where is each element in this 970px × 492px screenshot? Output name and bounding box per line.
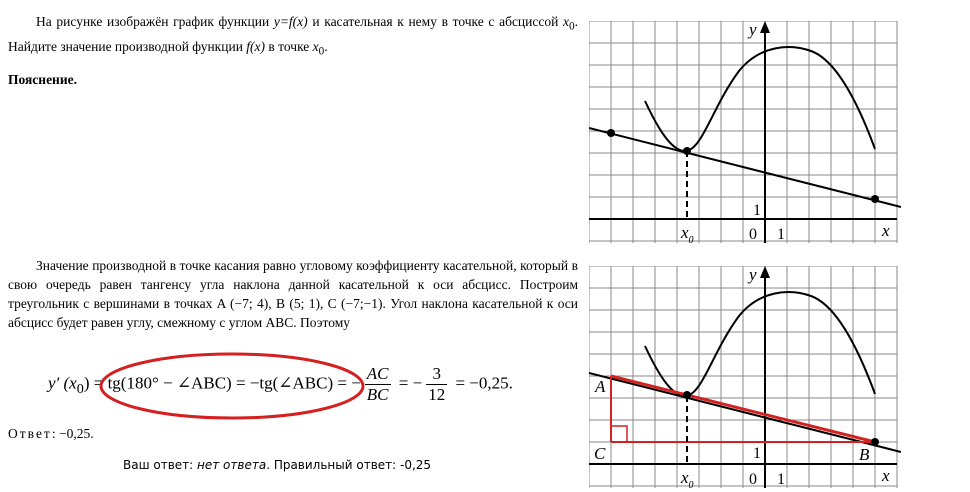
unit-label-y: 1 xyxy=(753,445,761,462)
y-axis-arrow xyxy=(760,21,770,33)
answer-line xyxy=(8,424,94,443)
function-curve xyxy=(645,47,875,151)
x0-label: $x_0$ xyxy=(681,468,694,489)
tangent-line xyxy=(589,128,901,207)
point-x0 xyxy=(683,391,691,399)
fraction-3-12: $\frac{3}{12}$ xyxy=(428,364,446,404)
point-c-label: C xyxy=(594,444,606,463)
tangent-point-left xyxy=(607,129,615,137)
unit-label-y: 1 xyxy=(753,202,761,219)
unit-label-x: 1 xyxy=(777,471,785,488)
origin-label: 0 xyxy=(749,226,757,243)
tangent-line xyxy=(589,373,901,452)
derivative-formula: y′ $(x_0) = tg(180^\circ$ − ∠ABC) = −tg(∠ABC) = − $\frac{AC}{BC}$ = − $\frac{3}{12}$ = −0,25. xyxy=(48,364,513,404)
user-answer-value: нет ответа xyxy=(197,458,267,472)
function-graph-top xyxy=(589,21,901,244)
function-graph-bottom xyxy=(589,266,901,489)
origin-label: 0 xyxy=(749,471,757,488)
explanation-heading: Пояснение. xyxy=(8,72,77,87)
solution-text: Значение производной в точке касания равно угловому коэффициенту касательной, который в свою очередь равен тангенсу угла наклона данной касательной к оси абсцисс. Построим треугольник с вершинами в точках A (−7; 4), B (5; 1), C (−7;−1). Угол наклона касательной к оси абсцисс будет равен углу, смежному с углом ABC. Поэтому xyxy=(8,258,578,330)
grid xyxy=(589,266,897,488)
point-b-label: B xyxy=(859,445,870,464)
point-a-label: A xyxy=(595,377,606,396)
unit-label-x: 1 xyxy=(777,226,785,243)
y-axis-label: y xyxy=(749,21,757,39)
user-answer-line: Ваш ответ: нет ответа. Правильный ответ: -0,25 xyxy=(123,458,432,472)
correct-answer-value: -0,25 xyxy=(400,458,432,472)
x0-label: $x_0$ xyxy=(681,223,694,244)
y-axis-arrow xyxy=(760,266,770,278)
grid xyxy=(589,21,897,243)
y-axis-label: y xyxy=(749,266,757,284)
point-b xyxy=(871,438,879,446)
right-angle-mark xyxy=(611,426,627,442)
answer-value: : −0,25. xyxy=(51,426,94,441)
tangent-point-right xyxy=(871,195,879,203)
fraction-ac-bc: $\frac{AC}{BC}$ xyxy=(366,364,389,404)
function-curve xyxy=(645,292,875,396)
tangent-point-x0 xyxy=(683,147,691,155)
x-axis-label: x xyxy=(882,466,890,485)
answer-label: Ответ xyxy=(8,426,52,441)
problem-statement: На рисунке изображён график функции y=f(x) и касательная к нему в точке с абсциссой $x_0$. Найдите значение производной функции f(x) в точке $x_0$. xyxy=(8,14,579,58)
x-axis-label: x xyxy=(882,221,890,240)
